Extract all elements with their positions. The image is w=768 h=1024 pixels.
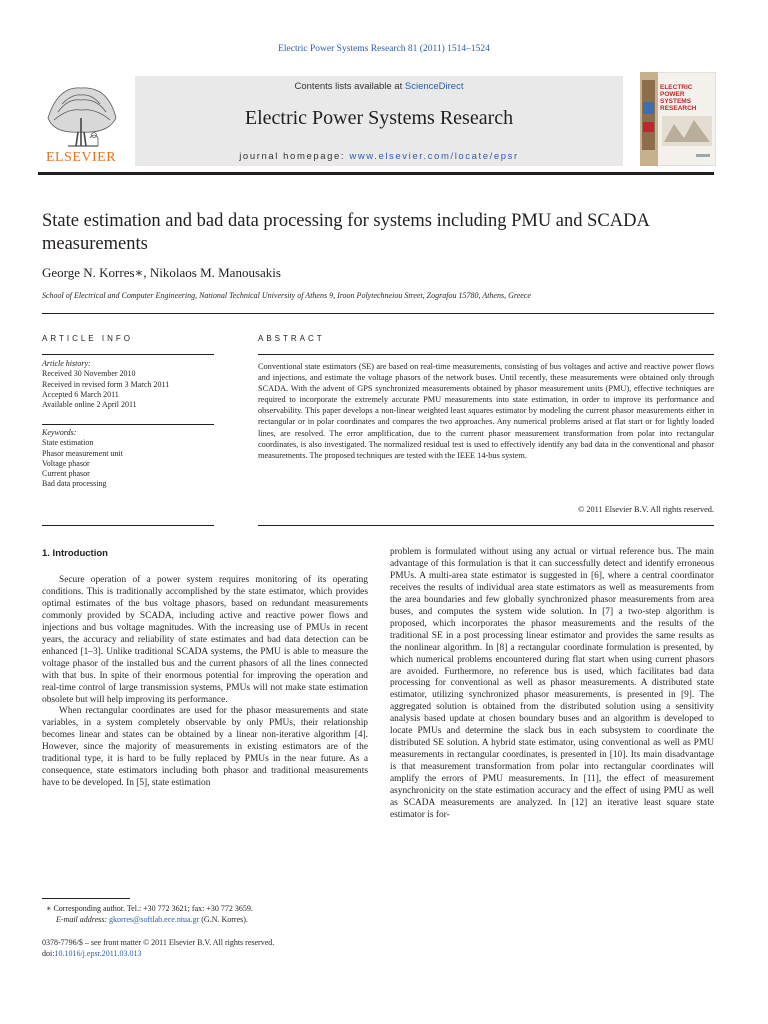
header-divider [38, 172, 714, 175]
issn-line: 0378-7796/$ – see front matter © 2011 Elsevier B.V. All rights reserved. [42, 938, 275, 947]
sciencedirect-link[interactable]: ScienceDirect [404, 81, 464, 92]
contents-prefix: Contents lists available at [294, 81, 405, 92]
intro-left-column [42, 575, 368, 790]
keyword-item: Current phasor [42, 469, 90, 479]
keywords-label: Keywords: [42, 428, 77, 437]
doi-line [42, 948, 368, 959]
keyword-item: Voltage phasor [42, 458, 90, 468]
journal-title: Electric Power Systems Research [244, 107, 514, 129]
article-title: State estimation and bad data processing for systems including PMU and SCADA measurements [42, 211, 649, 254]
intro-paragraph: Secure operation of a power system requires monitoring of its operating conditions. This is traditionally accomplished by the state estimator, which provides optimal estimates of the bus voltage phasors, based on redundant measurements commonly provided by SCADA, including active and reactive power flows and injections and bus voltage magnitudes. With the increasing use of PMUs in recent years, the accuracy and reliability of state estimates and bad data detection can be enhanced [1–3]. Unlike traditional SCADA systems, the PMU is able to measure the voltage phasor of the installed bus and the current phasors of all the lines connected with that bus. In spite of their enormous potential for improving the operation and real-time control of large transmission systems, PMUs will not make state estimation obsolete but will help improving its performance. [42, 575, 368, 705]
keyword-item: Bad data processing [42, 479, 107, 489]
keywords-block [42, 428, 214, 490]
corresponding-author-note: ∗ Corresponding author. Tel.: +30 772 3621; fax: +30 772 3659. [46, 904, 253, 913]
abstract-copyright: © 2011 Elsevier B.V. All rights reserved. [577, 505, 714, 514]
article-info-bottom-rule [42, 525, 214, 526]
keyword-item: State estimation [42, 438, 94, 448]
journal-citation[interactable]: Electric Power Systems Research 81 (2011) 1514–1524 [278, 44, 490, 54]
history-item: Accepted 6 March 2011 [42, 389, 119, 399]
history-item: Received 30 November 2010 [42, 369, 136, 379]
doi-link[interactable]: 10.1016/j.epsr.2011.03.013 [54, 949, 142, 958]
abstract-bottom-rule [258, 525, 714, 526]
history-item: Received in revised form 3 March 2011 [42, 379, 170, 389]
abstract-heading: ABSTRACT [258, 334, 325, 343]
contents-availability-line [135, 81, 623, 92]
intro-paragraph: When rectangular coordinates are used for the phasor measurements and state variables, in a system completely observable by only PMUs, their relationship becomes linear and states can be obtained by a linear non-iterative algorithm [4]. However, since the majority of measurements in existing estimators are of the traditional type, it is hard to be fully replaced by PMUs in the near future. As a consequence, state estimators including both phasor and traditional measurements have to be developed. In [5], state estimation [42, 706, 368, 789]
section-heading-introduction: 1. Introduction [42, 548, 108, 559]
article-info-heading: ARTICLE INFO [42, 334, 133, 343]
journal-homepage-line [135, 151, 623, 162]
doi-prefix: doi: [42, 949, 55, 958]
author-affiliation: School of Electrical and Computer Engineering, National Technical University of Athens 9, Iroon Polytechneiou Street, Zografou 15780, Athens, Greece [42, 291, 531, 300]
cover-title-text: ELECTRIC POWER SYSTEMS RESEARCH [660, 84, 697, 112]
homepage-link[interactable]: www.elsevier.com/locate/epsr [349, 151, 519, 162]
keyword-item: Phasor measurement unit [42, 448, 123, 458]
article-history [42, 359, 214, 410]
author-email-link[interactable]: gkorres@softlab.ece.ntua.gr [109, 915, 200, 924]
history-item: Available online 2 April 2011 [42, 400, 137, 410]
history-divider [42, 424, 214, 425]
title-divider [42, 313, 714, 314]
intro-right-column [390, 547, 714, 822]
footnote-rule [42, 898, 130, 899]
abstract-text: Conventional state estimators (SE) are based on real-time measurements, consisting of bus voltages and active and reactive power flows and injections, and estimate the voltage phasors of the network buses. Until recently, these measurements were obtained only through SCADA. With the advent of GPS synchronized measurements obtained by phasor measurement units (PMU), effective techniques are required to incorporate the extremely accurate PMU measurements into state estimation, in order to improve its performance and observability. This paper develops a non-linear weighted least squares estimator by modeling the current phasor measurements either in rectangular or in polar coordinates and compares the two approaches. Any numerical problems arised at flat start or for lightly loaded lines, are resolved. The error amplification, due to the current phasor measurement transformation from polar into rectangular coordinates, is also investigated. The normalized residual test is used to effectively identify any bad data in the conventional and phasor measurements. The proposed techniques are tested with the IEEE 14-bus system. [258, 362, 714, 460]
article-info-rule [42, 354, 214, 355]
abstract-rule [258, 354, 714, 355]
email-suffix: (G.N. Korres). [199, 915, 248, 924]
email-line [42, 914, 382, 925]
homepage-prefix: journal homepage: [239, 151, 350, 162]
intro-paragraph-continued: problem is formulated without using any actual or virtual reference bus. The main advantage of this formulation is that it can successfully detect and identify erroneous PMUs. A multi-area state estimator is suggested in [6], where a central coordinator receives the results of individual area state estimators as well as measurements from the area boundaries and few globally synchronized phasor measurements from area buses, and computes the system wide solution. In [7] a two-step algorithm is proposed, which incorporates the phasor measurements and the results of the traditional SE in a post processing linear estimator and provides the same results as the nonlinear algorithm. In [8] a rectangular coordinate formulation is presented, by which numerical problems encountered during flat start when using current phasors are avoided. Furthermore, no reference bus is used, which facilitates bad data processing for conventional as well as phasor measurements. A distributed state estimator, utilizing synchronized phasor measurements, is presented in [9]. The aggregated solution is obtained from the distributed solution using a sensitivity analysis based update at chosen boundary buses and an algorithm is developed to locate PMUs and determine the slack bus in each subsystem to coordinate the distributed SE solution. A hybrid state estimator, using conventional as well as PMU measurements in rectangular coordinates, is presented in [10]. Its main disadvantage is that measurement transformation from polar into rectangular coordinates will amplify the errors of PMU measurements. In [11], the effect of measurement asynchronicity on the state estimation accuracy and the effect of using PMU as well as SCADA measurements are analyzed. In [12] an iterative least square state estimator is for- [390, 547, 714, 820]
history-label: Article history: [42, 359, 91, 368]
email-prefix: E-mail address: [56, 915, 110, 924]
article-authors: George N. Korres∗, Nikolaos M. Manousakis [42, 265, 281, 280]
elsevier-wordmark: ELSEVIER [45, 150, 117, 165]
